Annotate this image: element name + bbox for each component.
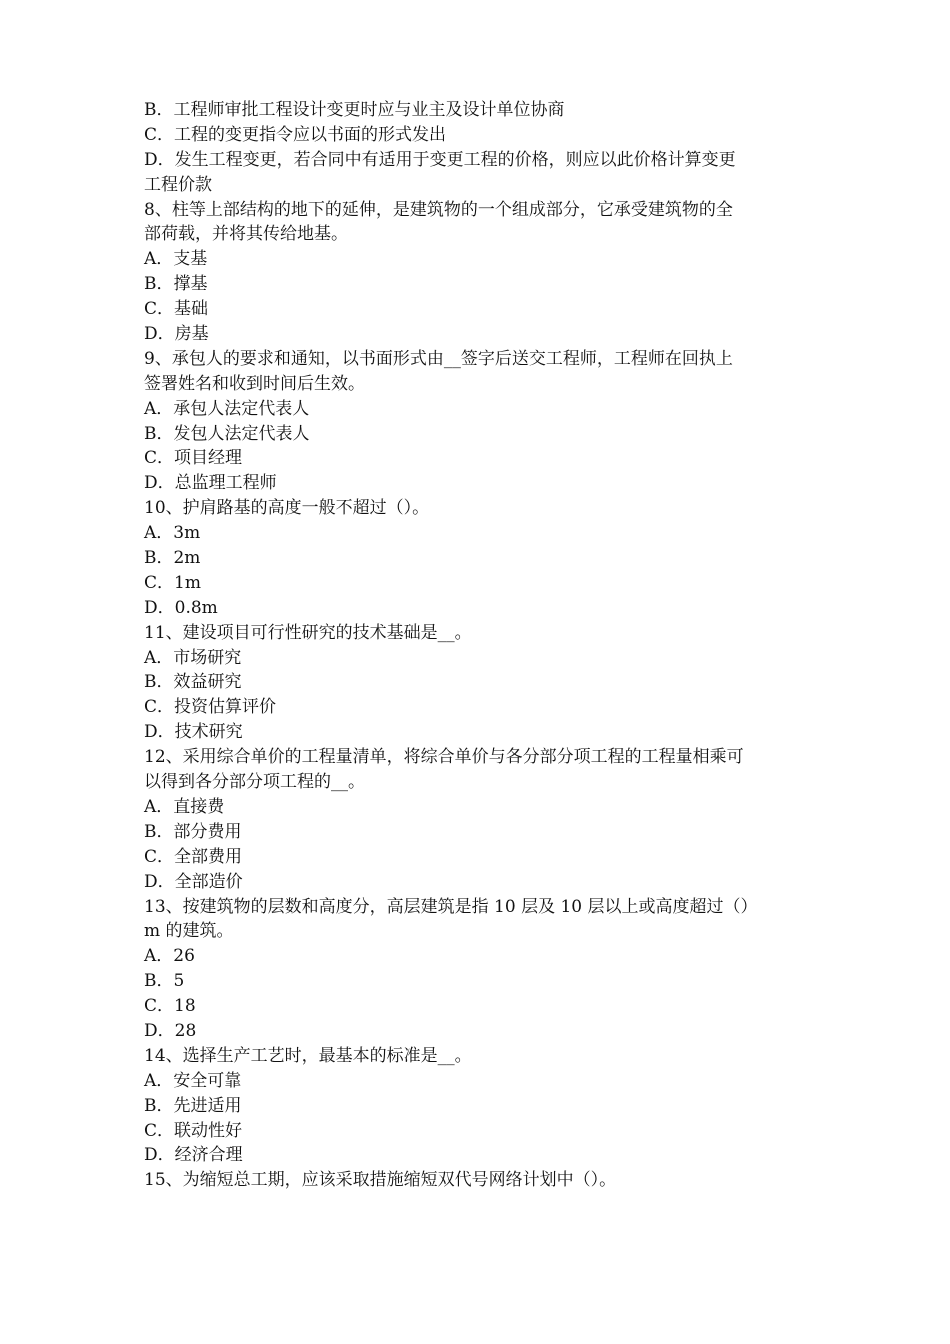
- question-10-option-b: B．2m: [144, 548, 201, 569]
- document-page: [144, 98, 812, 1193]
- question-13-stem-continuation: m 的建筑。: [144, 921, 234, 942]
- question-13-stem: 13、按建筑物的层数和高度分，高层建筑是指 10 层及 10 层以上或高度超过（）: [144, 896, 758, 917]
- question-14-option-d: D．经济合理: [144, 1145, 243, 1166]
- question-14-option-a: A．安全可靠: [144, 1070, 242, 1091]
- question-12-option-a: A．直接费: [144, 796, 225, 817]
- question-8-option-b: B．撑基: [144, 274, 208, 295]
- question-11-option-d: D．技术研究: [144, 722, 243, 743]
- question-8-option-a: A．支基: [144, 249, 208, 270]
- question-13-option-b: B．5: [144, 971, 185, 992]
- question-11-option-b: B．效益研究: [144, 672, 242, 693]
- option-line: B．工程师审批工程设计变更时应与业主及设计单位协商: [144, 100, 565, 120]
- question-11-stem: 11、建设项目可行性研究的技术基础是__。: [144, 622, 472, 643]
- question-10-stem: 10、护肩路基的高度一般不超过（）。: [144, 498, 430, 519]
- question-13-option-a: A．26: [144, 946, 195, 967]
- question-9-option-a: A．承包人法定代表人: [144, 398, 310, 419]
- question-12-option-c: C．全部费用: [144, 846, 243, 867]
- question-9-stem-continuation: 签署姓名和收到时间后生效。: [144, 373, 365, 394]
- question-12-option-d: D．全部造价: [144, 871, 243, 892]
- option-line-continuation: 工程价款: [144, 174, 212, 195]
- question-13-option-d: D．28: [144, 1020, 197, 1041]
- question-14-option-c: C．联动性好: [144, 1120, 243, 1141]
- question-14-option-b: B．先进适用: [144, 1095, 242, 1116]
- question-15-stem: 15、为缩短总工期，应该采取措施缩短双代号网络计划中（）。: [144, 1170, 617, 1191]
- question-13-option-c: C．18: [144, 996, 196, 1017]
- question-9-option-b: B．发包人法定代表人: [144, 423, 310, 444]
- question-11-option-c: C．投资估算评价: [144, 697, 277, 718]
- option-line: D．发生工程变更，若合同中有适用于变更工程的价格，则应以此价格计算变更: [144, 149, 736, 170]
- question-10-option-d: D．0.8m: [144, 597, 218, 618]
- question-10-option-c: C．1m: [144, 572, 201, 593]
- question-8-option-d: D．房基: [144, 324, 209, 345]
- question-14-stem: 14、选择生产工艺时，最基本的标准是__。: [144, 1045, 472, 1066]
- question-8-stem-continuation: 部荷载，并将其传给地基。: [144, 224, 348, 245]
- question-12-stem-continuation: 以得到各分部分项工程的__。: [144, 772, 365, 793]
- question-9-option-d: D．总监理工程师: [144, 473, 277, 494]
- question-8-option-c: C．基础: [144, 299, 209, 320]
- question-12-stem: 12、采用综合单价的工程量清单，将综合单价与各分部分项工程的工程量相乘可: [144, 747, 744, 768]
- question-11-option-a: A．市场研究: [144, 647, 242, 668]
- question-12-option-b: B．部分费用: [144, 821, 242, 842]
- question-9-option-c: C．项目经理: [144, 448, 243, 469]
- question-10-option-a: A．3m: [144, 523, 201, 544]
- question-8-stem: 8、柱等上部结构的地下的延伸，是建筑物的一个组成部分，它承受建筑物的全: [144, 199, 733, 220]
- question-9-stem: 9、承包人的要求和通知，以书面形式由__签字后送交工程师，工程师在回执上: [144, 348, 733, 369]
- option-line: C．工程的变更指令应以书面的形式发出: [144, 124, 447, 145]
